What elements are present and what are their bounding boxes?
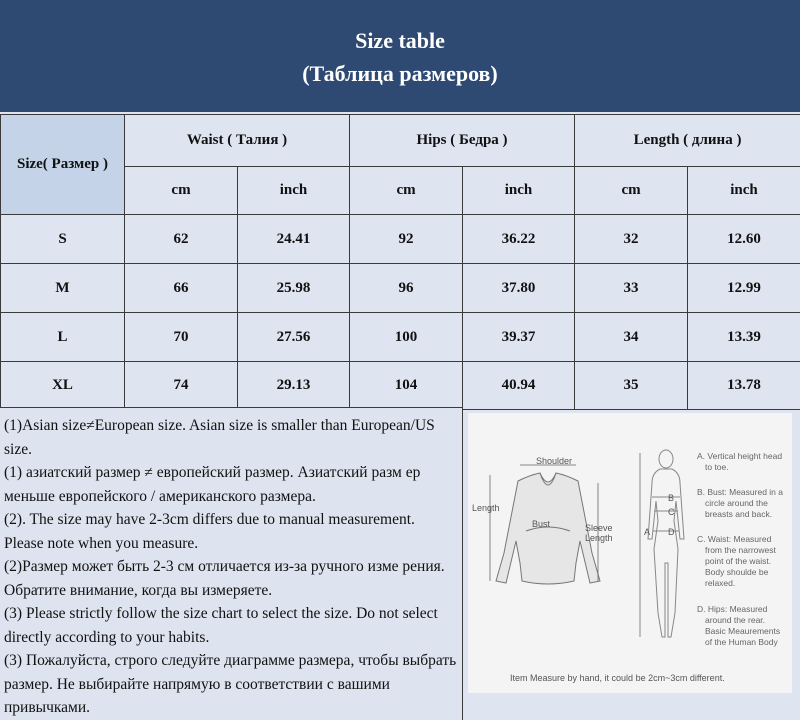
waist-cm: 70 xyxy=(125,313,238,362)
legend-line: C. Waist: Measured xyxy=(697,534,772,544)
legend-line: point of the waist. xyxy=(705,556,771,566)
legend-line: D. Hips: Measured xyxy=(697,604,768,614)
title-banner xyxy=(0,0,800,112)
hips-inch: 40.94 xyxy=(463,362,575,410)
bust-label: Bust xyxy=(532,519,551,529)
waist-inch: 29.13 xyxy=(238,362,350,410)
size-label: S xyxy=(1,215,125,264)
legend-line: Basic Meaurements xyxy=(705,626,780,636)
length-inch: 12.60 xyxy=(688,215,800,264)
size-label: XL xyxy=(1,362,125,410)
sleeve-length-label: Length xyxy=(585,533,613,543)
note-text: (2)Размер может быть 2-3 см отличается из-за ручного изме рения. Обратите внимание, когда вы измеряете. xyxy=(0,555,462,602)
note-text: (1)Asian size≠European size. Asian size is smaller than European/US size. xyxy=(0,408,462,461)
hips-inch: 39.37 xyxy=(463,313,575,362)
unit-cell: cm xyxy=(575,167,688,215)
size-table xyxy=(0,114,800,410)
legend-line: relaxed. xyxy=(705,578,735,588)
hips-header: Hips ( Бедра ) xyxy=(350,115,575,167)
note-text: (1) азиатский размер ≠ европейский размер. Азиатский разм ер меньше европейского / американского размера. xyxy=(0,461,462,508)
measurement-illustration xyxy=(468,413,792,693)
sleeve-label: Sleeve xyxy=(585,523,613,533)
hips-inch: 36.22 xyxy=(463,215,575,264)
legend-line: B. Bust: Measured in a xyxy=(697,487,783,497)
waist-inch: 27.56 xyxy=(238,313,350,362)
length-header: Length ( длина ) xyxy=(575,115,800,167)
unit-cell: cm xyxy=(125,167,238,215)
hips-cm: 100 xyxy=(350,313,463,362)
diagram-footer: Item Measure by hand, it could be 2cm~3cm different. xyxy=(510,673,725,683)
table-row xyxy=(1,215,800,264)
length-inch: 13.39 xyxy=(688,313,800,362)
waist-inch: 24.41 xyxy=(238,215,350,264)
letter-c: C xyxy=(668,507,675,517)
measurement-legend xyxy=(697,451,783,647)
note-text: (2). The size may have 2-3cm differs due to manual measurement. Please note when you measure. xyxy=(0,508,462,555)
unit-cell: cm xyxy=(350,167,463,215)
hips-cm: 92 xyxy=(350,215,463,264)
letter-a: A xyxy=(644,527,650,537)
table-header-row xyxy=(1,115,800,167)
note-text: (3) Please strictly follow the size chart to select the size. Do not select directly according to your habits. xyxy=(0,602,462,649)
unit-cell: inch xyxy=(463,167,575,215)
length-cm: 33 xyxy=(575,264,688,313)
length-inch: 13.78 xyxy=(688,362,800,410)
size-label: M xyxy=(1,264,125,313)
table-row xyxy=(1,362,800,410)
legend-line: circle around the xyxy=(705,498,768,508)
measurement-diagram xyxy=(468,413,792,693)
legend-line: breasts and back. xyxy=(705,509,772,519)
table-row xyxy=(1,313,800,362)
letter-d: D xyxy=(668,527,675,537)
waist-header: Waist ( Талия ) xyxy=(125,115,350,167)
length-cm: 35 xyxy=(575,362,688,410)
legend-line: of the Human Body xyxy=(705,637,779,647)
legend-line: around the rear. xyxy=(705,615,765,625)
hips-cm: 104 xyxy=(350,362,463,410)
page-title: Size table xyxy=(0,28,800,54)
waist-cm: 62 xyxy=(125,215,238,264)
length-cm: 32 xyxy=(575,215,688,264)
waist-cm: 74 xyxy=(125,362,238,410)
letter-b: B xyxy=(668,493,674,503)
legend-line: Body shoulde be xyxy=(705,567,769,577)
legend-line: to toe. xyxy=(705,462,729,472)
length-cm: 34 xyxy=(575,313,688,362)
length-label: Length xyxy=(472,503,500,513)
unit-cell: inch xyxy=(688,167,800,215)
legend-line: A. Vertical height head xyxy=(697,451,782,461)
unit-cell: inch xyxy=(238,167,350,215)
size-label: L xyxy=(1,313,125,362)
length-inch: 12.99 xyxy=(688,264,800,313)
shoulder-label: Shoulder xyxy=(536,456,572,466)
size-column-header: Size( Размер ) xyxy=(1,115,125,215)
page-subtitle: (Таблица размеров) xyxy=(0,61,800,87)
table-row xyxy=(1,264,800,313)
note-text: (3) Пожалуйста, строго следуйте диаграмме размера, чтобы выбрать размер. Не выбирайте напрямую в соответствии с вашими привычками. xyxy=(0,649,462,720)
size-notes xyxy=(0,407,463,720)
waist-cm: 66 xyxy=(125,264,238,313)
body-illustration xyxy=(640,450,684,637)
legend-line: from the narrowest xyxy=(705,545,776,555)
hips-cm: 96 xyxy=(350,264,463,313)
hips-inch: 37.80 xyxy=(463,264,575,313)
waist-inch: 25.98 xyxy=(238,264,350,313)
